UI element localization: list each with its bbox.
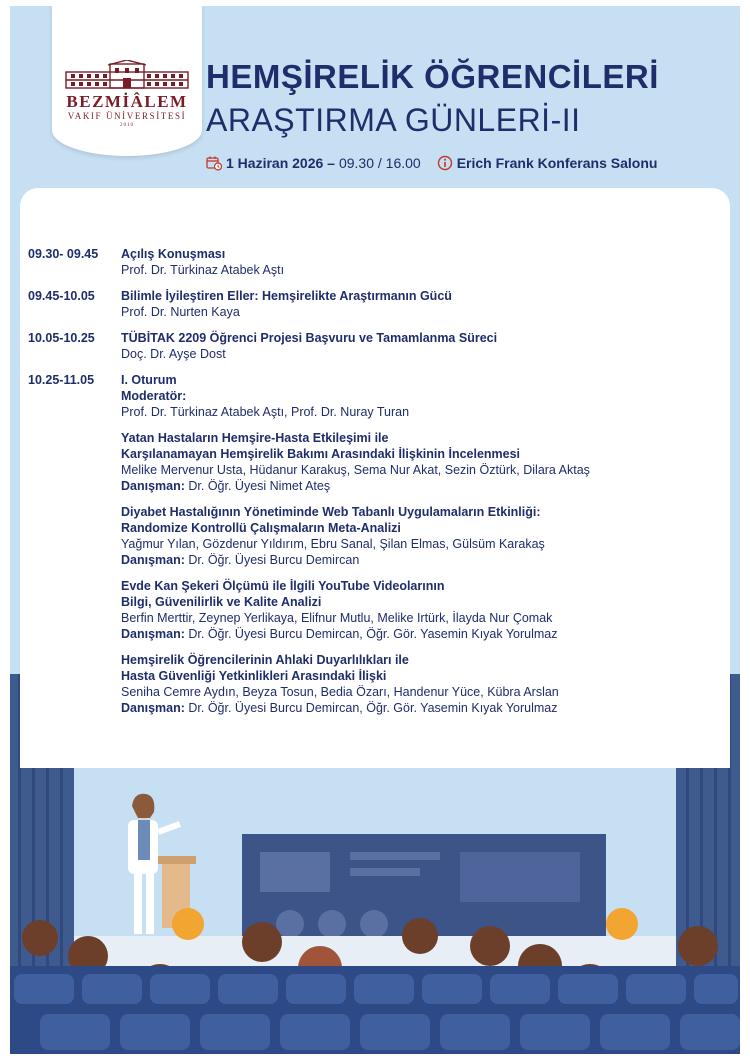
slot-title: Bilimle İyileştiren Eller: Hemşirelikte Araştırmanın Gücü — [121, 289, 452, 303]
moderators: Prof. Dr. Türkinaz Atabek Aştı, Prof. Dr. Nuray Turan — [121, 405, 410, 419]
paper-title: Bilgi, Güvenilirlik ve Kalite Analizi — [121, 595, 322, 609]
paper-item — [121, 578, 718, 642]
program-list — [28, 246, 718, 726]
advisor-label: Danışman: — [121, 479, 185, 493]
paper-title: Diyabet Hastalığının Yönetiminde Web Tabanlı Uygulamaların Etkinliği: — [121, 505, 541, 519]
slot-time: 09.30- 09.45 — [28, 247, 99, 261]
event-venue: Erich Frank Konferans Salonu — [456, 155, 658, 171]
slot-time: 10.05-10.25 — [28, 331, 95, 345]
slot-speaker: Prof. Dr. Nurten Kaya — [121, 305, 240, 319]
building-icon — [62, 60, 192, 90]
advisor-label: Danışman: — [121, 701, 185, 715]
paper-item — [121, 430, 718, 494]
advisor-label: Danışman: — [121, 627, 185, 641]
paper-advisor: Dr. Öğr. Üyesi Nimet Ateş — [188, 479, 331, 493]
advisor-label: Danışman: — [121, 553, 185, 567]
paper-title: Evde Kan Şekeri Ölçümü ile İlgili YouTube Videolarının — [121, 579, 445, 593]
poster — [10, 6, 740, 1054]
paper-authors: Berfin Merttir, Zeynep Yerlikaya, Elifnur Mutlu, Melike Irtürk, İlayda Nur Çomak — [121, 611, 553, 625]
info-icon — [437, 155, 453, 171]
session-title: I. Oturum — [121, 373, 177, 387]
paper-advisor: Dr. Öğr. Üyesi Burcu Demircan — [188, 553, 360, 567]
slot-time: 10.25-11.05 — [28, 373, 95, 387]
paper-advisor: Dr. Öğr. Üyesi Burcu Demircan, Öğr. Gör. Yasemin Kıyak Yorulmaz — [188, 701, 558, 715]
event-info — [206, 154, 657, 172]
paper-authors: Melike Mervenur Usta, Hüdanur Karakuş, Sema Nur Akat, Sezin Öztürk, Dilara Aktaş — [121, 463, 590, 477]
slot-speaker: Doç. Dr. Ayşe Dost — [121, 347, 226, 361]
slot-time: 09.45-10.05 — [28, 289, 95, 303]
paper-title: Randomize Kontrollü Çalışmaların Meta-Analizi — [121, 521, 401, 535]
slot-title: Açılış Konuşması — [121, 247, 226, 261]
paper-authors: Yağmur Yılan, Gözdenur Yıldırım, Ebru Sanal, Şilan Elmas, Gülsüm Karakaş — [121, 537, 545, 551]
logo-year: 2010 — [120, 123, 134, 128]
program-card — [20, 188, 730, 768]
page-subtitle: ARAŞTIRMA GÜNLERİ-II — [206, 102, 581, 138]
paper-authors: Seniha Cemre Aydın, Beyza Tosun, Bedia Özarı, Handenur Yüce, Kübra Arslan — [121, 685, 559, 699]
program-slot — [28, 246, 718, 278]
page-title: HEMŞİRELİK ÖĞRENCİLERİ — [206, 58, 659, 95]
program-slot-session — [28, 372, 718, 716]
moderator-label: Moderatör: — [121, 389, 187, 403]
program-slot — [28, 288, 718, 320]
logo-subtitle: VAKIF ÜNİVERSİTESİ — [67, 111, 187, 121]
slot-speaker: Prof. Dr. Türkinaz Atabek Aştı — [121, 263, 285, 277]
program-slot — [28, 330, 718, 362]
university-logo — [52, 6, 202, 156]
slot-title: TÜBİTAK 2209 Öğrenci Projesi Başvuru ve Tamamlanma Süreci — [121, 331, 498, 345]
paper-title: Hasta Güvenliği Yetkinlikleri Arasındaki İlişki — [121, 669, 387, 683]
calendar-clock-icon — [206, 155, 222, 171]
event-time: 09.30 / 16.00 — [338, 155, 421, 171]
paper-title: Karşılanamayan Hemşirelik Bakımı Arasındaki İlişkinin İncelenmesi — [121, 447, 521, 461]
paper-item — [121, 504, 718, 568]
paper-title: Hemşirelik Öğrencilerinin Ahlaki Duyarlılıkları ile — [121, 653, 409, 667]
paper-advisor: Dr. Öğr. Üyesi Burcu Demircan, Öğr. Gör. Yasemin Kıyak Yorulmaz — [188, 627, 558, 641]
paper-title: Yatan Hastaların Hemşire-Hasta Etkileşimi ile — [121, 431, 389, 445]
event-date: 1 Haziran 2026 – — [226, 155, 335, 171]
logo-name: BEZMİÂLEM — [66, 92, 188, 111]
paper-item — [121, 652, 718, 716]
